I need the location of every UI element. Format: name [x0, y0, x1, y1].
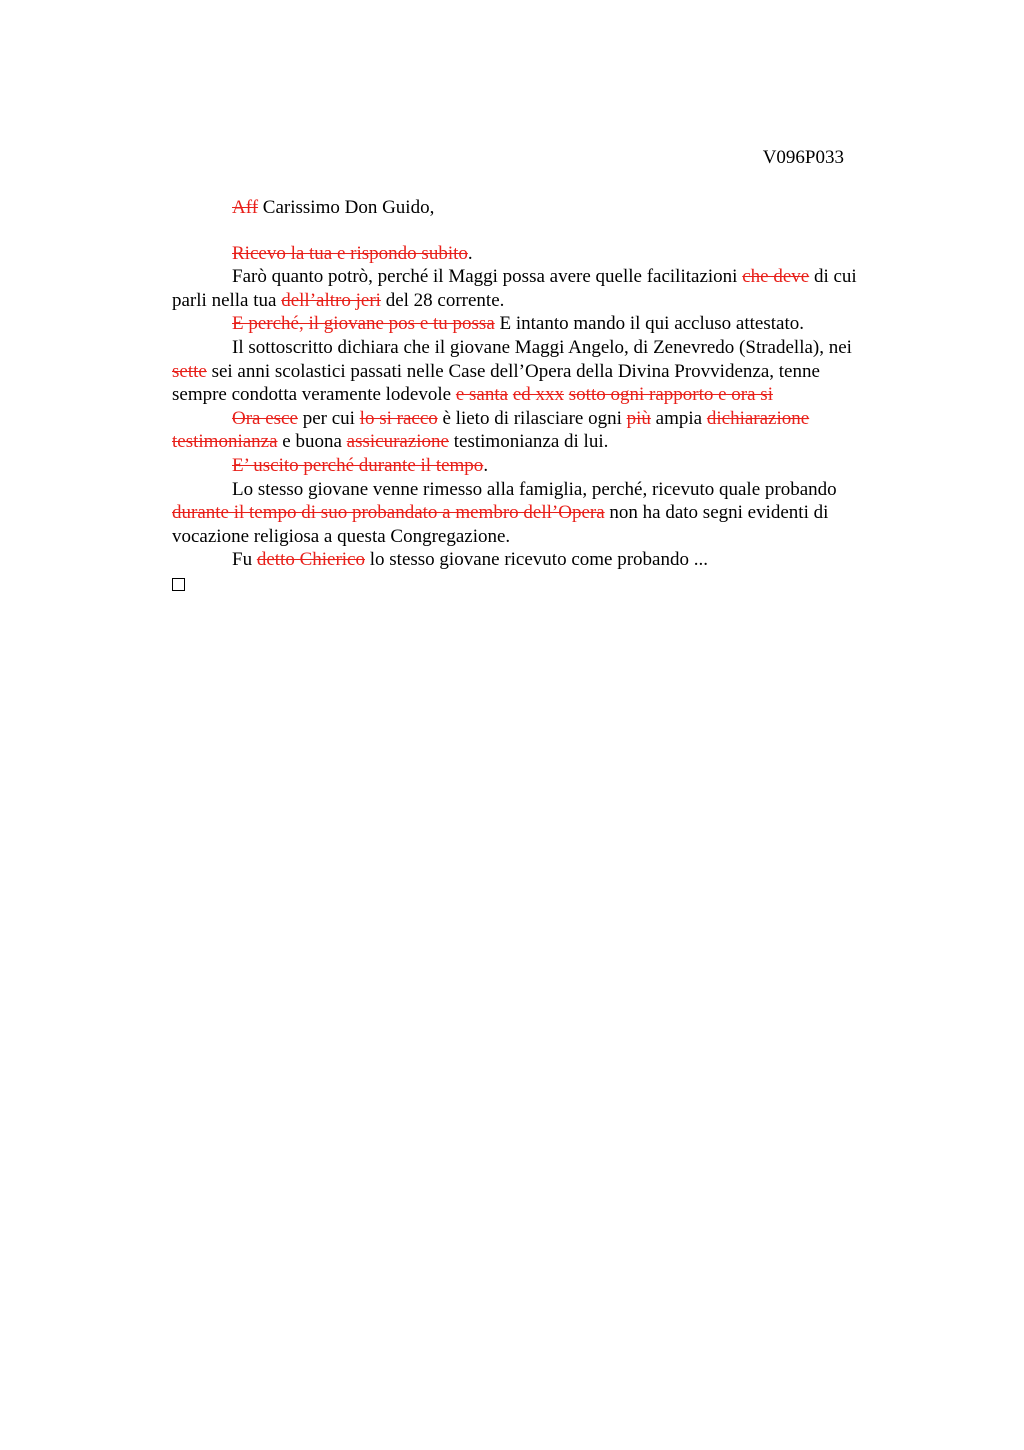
deleted-text: dichiarazione	[706, 407, 810, 429]
paragraph-1	[172, 242, 914, 266]
letter-body	[172, 196, 914, 598]
deleted-text: durante il tempo di suo probandato a membro dell’Opera	[172, 502, 605, 524]
paragraph-text: non ha dato segni evidenti di	[604, 502, 829, 524]
paragraph-text: del 28 corrente.	[380, 289, 505, 311]
paragraph-text: Farò quanto potrò, perché il Maggi possa avere quelle facilitazioni	[232, 266, 743, 288]
deleted-text: detto Chierico	[256, 549, 365, 571]
deleted-text: assicurazione	[346, 431, 449, 453]
square-outline-icon	[172, 578, 185, 591]
deleted-text: più	[626, 407, 651, 429]
paragraph-text: ampia	[650, 407, 707, 429]
deleted-text: sette	[172, 360, 207, 382]
salutation-text: Carissimo Don Guido,	[258, 197, 435, 218]
paragraph-5	[172, 407, 914, 454]
salutation	[172, 196, 914, 220]
paragraph-text: per cui	[297, 407, 360, 429]
deleted-text: Aff	[232, 197, 259, 218]
paragraph-text: Fu	[232, 549, 257, 571]
paragraph-6	[172, 454, 914, 478]
paragraph-text: E intanto mando il qui accluso attestato.	[494, 313, 804, 335]
deleted-text: dell’altro jeri	[281, 289, 381, 311]
paragraph-gap	[172, 220, 914, 242]
end-mark	[172, 572, 914, 598]
deleted-text: che deve	[742, 266, 810, 288]
deleted-text: Ora esce	[232, 407, 298, 429]
deleted-text: testimonianza	[172, 431, 278, 453]
paragraph-text: .	[467, 242, 473, 264]
paragraph-2	[172, 265, 914, 312]
deleted-text: E’ uscito perché durante il tempo	[232, 454, 484, 476]
paragraph-text: sempre condotta veramente lodevole	[172, 384, 456, 406]
paragraph-text: .	[483, 454, 489, 476]
deleted-text: e santa	[455, 384, 509, 406]
paragraph-3	[172, 312, 914, 336]
deleted-text: E perché, il giovane pos e tu possa	[232, 313, 495, 335]
paragraph-text: e buona	[277, 431, 347, 453]
paragraph-8	[172, 548, 914, 572]
deleted-text: Ricevo la tua e rispondo subito	[232, 242, 468, 264]
deleted-text: ed xxx	[512, 384, 565, 406]
paragraph-7	[172, 478, 914, 549]
paragraph-text: sei anni scolastici passati nelle Case dell’Opera della Divina Provvidenza, tenne	[206, 360, 820, 382]
paragraph-text: di cui	[809, 266, 857, 288]
paragraph-text: Il sottoscritto dichiara che il giovane Maggi Angelo, di Zenevredo (Stradella), nei	[232, 336, 852, 358]
deleted-text: sotto ogni rapporto e ora si	[568, 384, 773, 406]
paragraph-text: parli nella tua	[172, 289, 282, 311]
deleted-text: lo si racco	[359, 407, 438, 429]
paragraph-text: vocazione religiosa a questa Congregazione.	[172, 525, 511, 547]
paragraph-text: lo stesso giovane ricevuto come probando ...	[365, 549, 708, 571]
paragraph-text: testimonianza di lui.	[449, 431, 609, 453]
paragraph-text: Lo stesso giovane venne rimesso alla famiglia, perché, ricevuto quale probando	[232, 478, 837, 500]
paragraph-4	[172, 336, 914, 407]
paragraph-text: è lieto di rilasciare ogni	[437, 407, 627, 429]
document-id: V096P033	[762, 147, 844, 168]
